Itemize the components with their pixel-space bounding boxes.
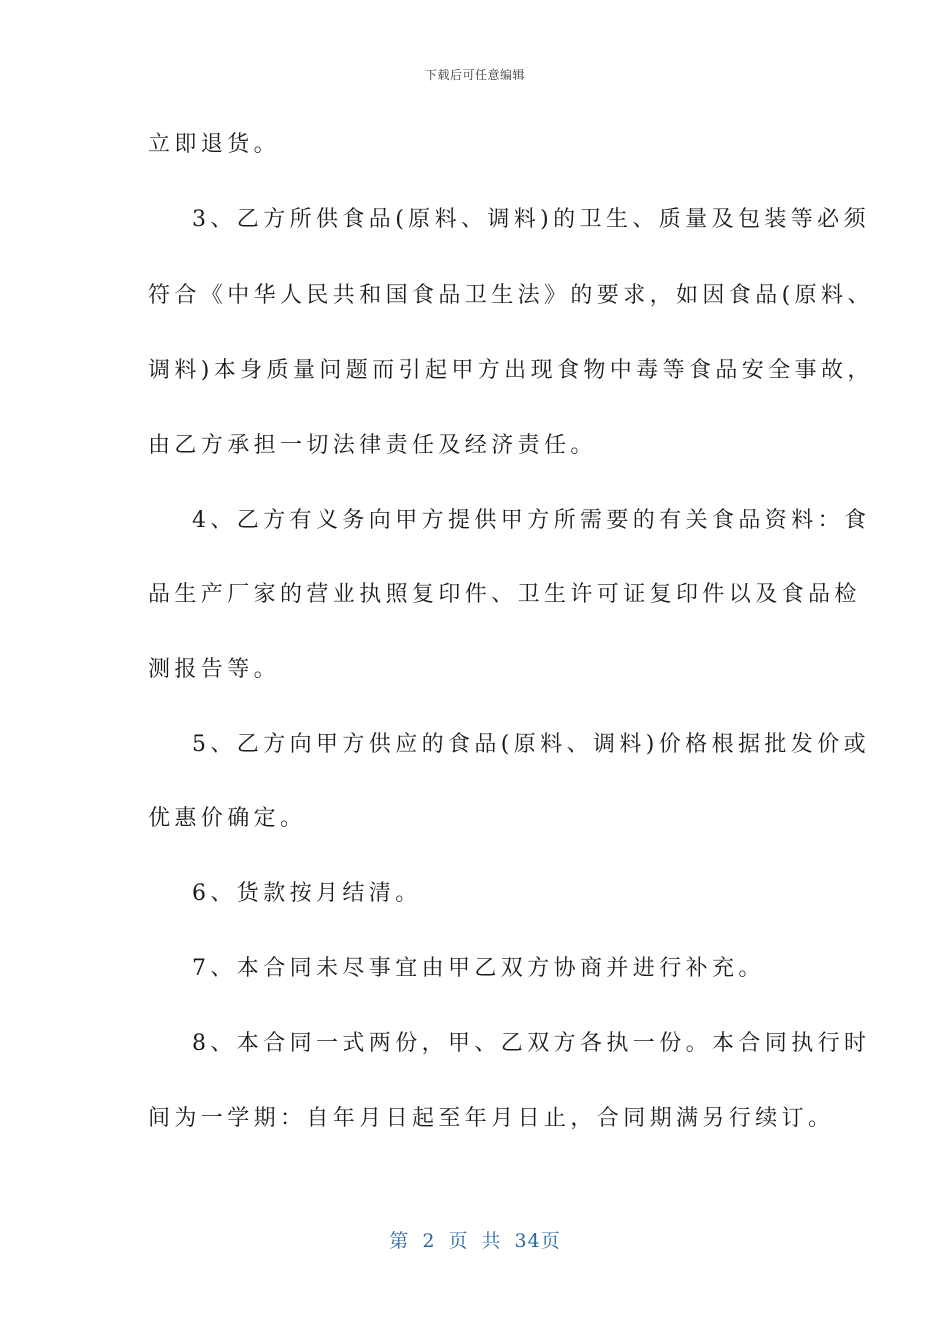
text-line: 品生产厂家的营业执照复印件、卫生许可证复印件以及食品检: [148, 582, 861, 607]
page-indicator: 第 2 页 共 34页: [389, 1230, 561, 1252]
text-line: 间为一学期：自年月日起至年月日止，合同期满另行续订。: [148, 1106, 835, 1131]
paragraph-line: 3、乙方所供食品(原料、调料)的卫生、质量及包装等必须: [192, 207, 870, 232]
text-line: 符合《中华人民共和国食品卫生法》的要求，如因食品(原料、: [148, 283, 874, 308]
paragraph-line: 8、本合同一式两份，甲、乙双方各执一份。本合同执行时: [192, 1031, 871, 1056]
text-line: 立即退货。: [148, 132, 281, 157]
header-note: 下载后可任意编辑: [424, 68, 525, 82]
text-line: 测报告等。: [148, 657, 281, 682]
paragraph-line: 6、货款按月结清。: [192, 881, 422, 906]
paragraph-line: 7、本合同未尽事宜由甲乙双方协商并进行补充。: [192, 956, 765, 981]
text-line: 由乙方承担一切法律责任及经济责任。: [148, 433, 597, 458]
text-line: 优惠价确定。: [148, 806, 307, 831]
paragraph-line: 4、乙方有义务向甲方提供甲方所需要的有关食品资料：食: [192, 508, 871, 533]
paragraph-line: 5、乙方向甲方供应的食品(原料、调料)价格根据批发价或: [192, 732, 870, 757]
text-line: 调料)本身质量问题而引起甲方出现食物中毒等食品安全事故，: [148, 358, 874, 383]
